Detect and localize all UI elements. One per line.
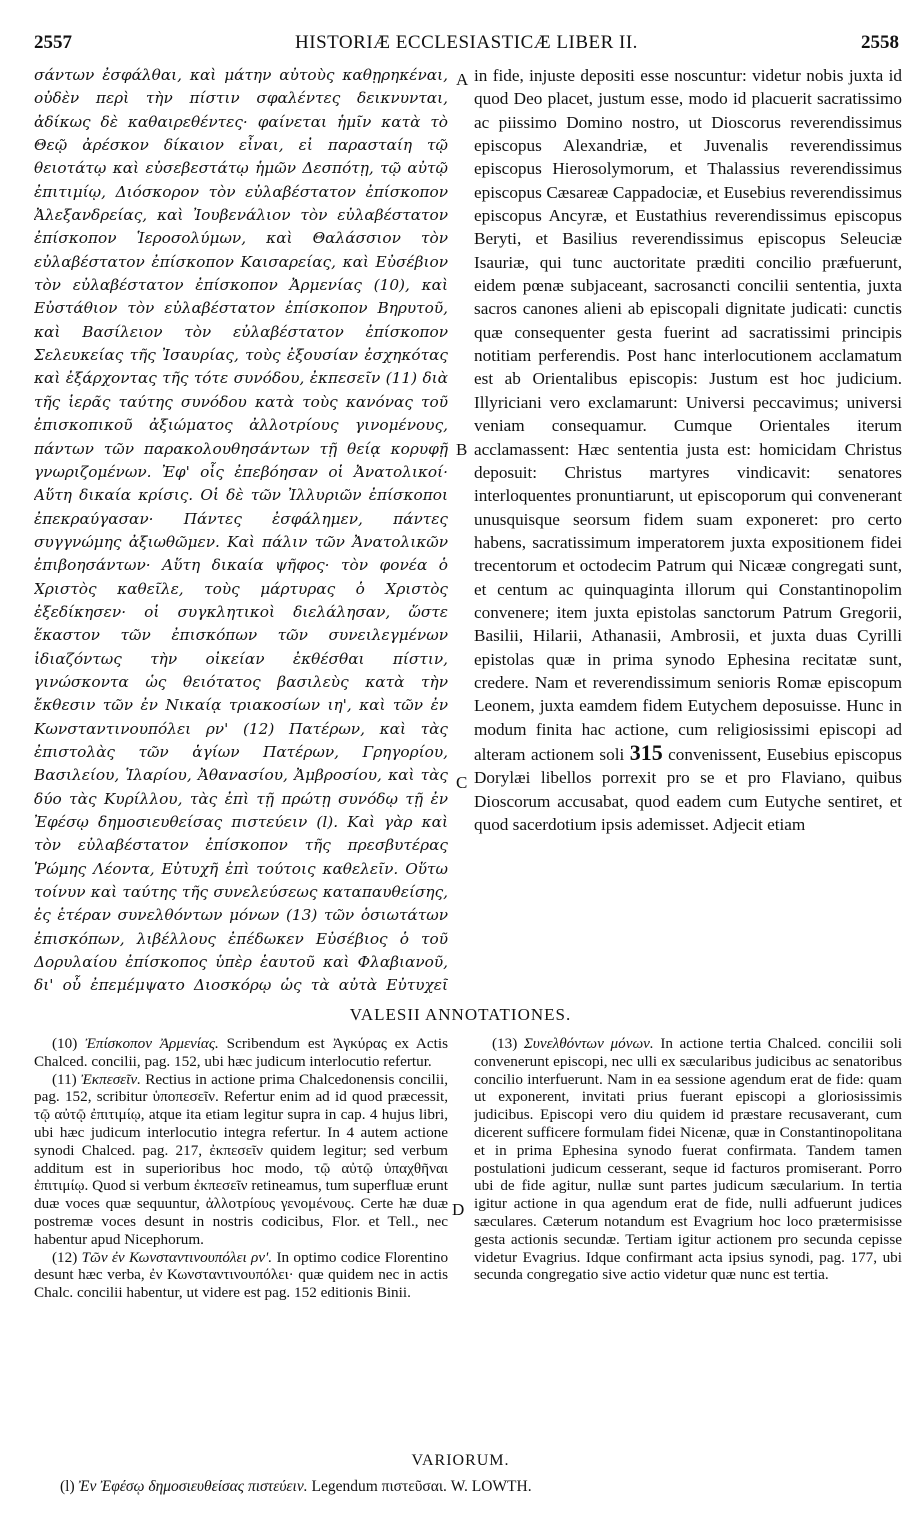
- greek-text-column: [34, 64, 448, 994]
- variorum-number: (l): [60, 1478, 75, 1495]
- latin-text-part2: convenissent, Eusebius episcopus Dorylæi libellos porrexit pro se et pro Flaviano, quibus Dioscorum accusabat, quod eadem cum Eutyche sentiret, et quod sacerdotium ipsis ademisset. Adjecit etiam: [474, 744, 902, 834]
- annotation-text: In optimo codice Florentino desunt hæc verba, ἐν Κωνσταντινουπόλει· quæ quidem nec in actis Chalc. concilii habentur, ut videre est pag. 152 editionis Binii.: [34, 1248, 448, 1302]
- annotation-lemma: Ἐκπεσεῖν.: [81, 1070, 141, 1088]
- annotation-11: [34, 1071, 448, 1249]
- annotation-12: [34, 1249, 448, 1302]
- variorum-text: Legendum πιστεῦσαι. W. LOWTH.: [311, 1478, 532, 1495]
- annotation-text: Rectius in actione prima Chalcedonensis concilii, pag. 152, scribitur ὑποπεσεῖν. Refertur enim ad id quod præcessit, τῷ αὐτῷ ἐπιτιμίῳ, atque ita etiam legitur supra in cap. 4 hujus libri, ubi hæc judicum interlocutio integra refertur. In 4 autem actione synodi Chalced. pag. 217, ἐκπεσεῖν quidem legitur; sed verbum additum est in superioribus hoc modo, τῷ αὐτῷ ὑπαχθῆναι ἐπιτιμίῳ. Quod si verbum ἐκπεσεῖν retineamus, tum superfluæ erunt duæ voces quæ sequuntur, ἀλλοτρίους γενομένους. Certe hæ duæ postremæ voces desunt in nostris codicibus, Flor. et Tell., nec habentur apud Nicephorum.: [34, 1070, 448, 1248]
- page-number-right: 2558: [861, 32, 899, 53]
- annotation-number: (10): [52, 1035, 78, 1052]
- annotation-text: Scribendum est Ἀγκύρας ex Actis Chalced. concilii, pag. 152, ubi hæc judicum interlocutio refertur.: [34, 1035, 448, 1070]
- annotation-number: (12): [52, 1248, 78, 1266]
- annotation-13: [474, 1035, 902, 1284]
- column-number-marker: 315: [629, 739, 663, 765]
- variorum-lemma: Ἐν Ἐφέσῳ δημοσιευθείσας πιστεύειν.: [78, 1478, 308, 1495]
- annotation-number: (11): [52, 1070, 77, 1088]
- latin-text-part1: in fide, injuste depositi esse noscuntur: videtur nobis juxta id quod Deo placet, justum esse, modo id placuerit sacratissimo ac piissimo Domino nostro, ut Dioscorus reverendissimus episcopus Alexandriæ, et Juvenalis reverendissimus episcopus Hierosolymorum, et Thalassius reverendissimus episcopus Cæsareæ Cappadociæ, et Eusebius reverendissimus episcopus Ancyræ, et Eustathius reverendissimus episcopus Beryti, et Basilius reverendissimus episcopus Seleuciæ Isauriæ, qui tunc auctoritate præditi concilio præfuerunt, eidem pœnæ subjaceant, sacrosancti concilii sententia, juxta sacros canones alieni ab episcopali dignitate judicati: cunctis quæ consequenter gesta fuerint ad sacratissimi principis notitiam perferendis. Post hanc interlocutionem acclamatum est ab Orientalibus episcopis: Justum est hoc judicium. Illyriciani vero exclamarunt: Universi peccavimus; universi veniam consequamur. Cumque Orientales iterum acclamassent: Hæc sententia justa est: homicidam Christus deposuit: Christus martyres vindicavit: senatores interloquentes pronuntiarunt, ut episcoporum qui convenerant unusquisque seorsum fidem suam exponeret: pro certo habens, sacratissimum imperatorem juxta expositionem fidei trecentorum et octodecim Patrum qui Nicææ congregati sunt, et centum ac quinquaginta illorum qui Constantinopolim convenere; item juxta epistolas sanctorum Patrum Gregorii, Basilii, Hilarii, Athanasii, Ambrosii, et juxta duas Cyrilli epistolas quæ in prima synodo Ephesina recitatæ sunt, credere. Nam et reverendissimum senioris Romæ episcopum Leonem, juxta eamdem fidem Eutychem deposuisse. Hunc in modum finita hac actione, cum religiosissimi episcopi ad alteram actionem soli: [474, 66, 902, 764]
- variorum-title: VARIORUM.: [411, 1452, 510, 1469]
- annotations-title: VALESII ANNOTATIONES.: [349, 1005, 572, 1024]
- margin-letter-c: C: [456, 773, 468, 792]
- annotation-lemma: Τῶν ἐν Κωνσταντινουπόλει ρν'.: [81, 1248, 273, 1266]
- running-head: [34, 32, 899, 58]
- variorum-note: [60, 1478, 900, 1496]
- annotations-left-column: [34, 1035, 448, 1445]
- latin-text-column: [474, 64, 902, 994]
- annotations-right-column: [474, 1035, 902, 1445]
- page-number-left: 2557: [34, 32, 72, 53]
- annotation-text: In actione tertia Chalced. concilii soli convenerunt episcopi, nec ulli ex sæcularibus judicibus ac senatoribus concilio interfuerunt. Nam in ea sessione agendum erat de fide: quam ut exponerent, invitati prius fuerant episcopi a gloriosissimis judicibus. Episcopi vero diu quidem id præstare recusaverant, cum dicerent sufficere formulam fidei Nicenæ, quæ in Constantinopolitana et in prima Ephesina synodo fuerat confirmata. Tandem tamen postulationi judicum cesserant, seque id facturos promiserant. Porro ubi de fide agitur, nullæ sunt partes judicum sæcularium. In tertia igitur actione in qua agendum erat de fide, nulli adfuerunt judices sæculares. Cæterum notandum est Evagrium hoc loco prætermisisse gesta actionis secundæ. Tertiam igitur actionem pro secunda cepisse videtur Evagrius. Idque confirmant acta ipsius synodi, pag. 177, ubi secunda congregatio sive actio videtur quæ nunc est tertia.: [474, 1035, 902, 1284]
- annotation-10: [34, 1035, 448, 1071]
- latin-text: [474, 64, 902, 836]
- annotation-lemma: Συνελθόντων μόνων.: [523, 1035, 654, 1052]
- greek-text: σάντων ἐσφάλθαι, καὶ μάτην αὐτοὺς καθῃρηκέναι, οὐδὲν περὶ τὴν πίστιν σφαλέντες δεικνυνται, ἀδίκως δὲ καθαιρεθέντες· φαίνεται ἡμῖν κατὰ τὸ Θεῷ ἀρέσκον δίκαιον εἶναι, εἰ παρασταίη τῷ θειοτάτῳ καὶ εὐσεβεστάτῳ ἡμῶν Δεσπότῃ, τῷ αὐτῷ ἐπιτιμίῳ, Διόσκορον τὸν εὐλαβέστατον ἐπίσκοπον Ἀλεξανδρείας, καὶ Ἰουβενάλιον τὸν εὐλαβέστατον ἐπίσκοπον Ἱεροσολύμων, καὶ Θαλάσσιον τὸν εὐλαβέστατον ἐπίσκοπον Καισαρείας, καὶ Εὐσέβιον τὸν εὐλαβέστατον ἐπίσκοπον Ἀρμενίας (10), καὶ Εὐστάθιον τὸν εὐλαβέστατον ἐπίσκοπον Βηρυτοῦ, καὶ Βασίλειον τὸν εὐλαβέστατον ἐπίσκοπον Σελευκείας τῆς Ἰσαυρίας, τοὺς ἐξουσίαν ἐσχηκότας καὶ ἐξάρχοντας τῆς τότε συνόδου, ἐκπεσεῖν (11) διὰ τῆς ἱερᾶς ταύτης συνόδου κατὰ τοὺς κανόνας τοῦ ἐπισκοπικοῦ ἀξιώματος ἀλλοτρίους γινομένους, πάντων τῶν παρακολουθησάντων τῇ θείᾳ κορυφῇ γνωριζομένων. Ἐφ' οἷς ἐπεβόησαν οἱ Ἀνατολικοί· Αὕτη δικαία κρίσις. Οἱ δὲ τῶν Ἰλλυριῶν ἐπίσκοποι ἐπεκραύγασαν· Πάντες ἐσφάλημεν, πάντες συγγνώμης ἀξιωθῶμεν. Καὶ πάλιν τῶν Ἀνατολικῶν ἐπιβοησάντων· Αὕτη δικαία ψῆφος· τὸν φονέα ὁ Χριστὸς καθεῖλε, τοὺς μάρτυρας ὁ Χριστὸς ἐξεδίκησεν· οἱ συγκλητικοὶ διελάλησαν, ὥστε ἕκαστον τῶν ἐπισκόπων τῶν συνειλεγμένων ἰδιαζόντως τὴν οἰκείαν ἐκθέσθαι πίστιν, γινώσκοντα ὡς θειότατος βασιλεὺς κατὰ τὴν ἔκθεσιν τῶν ἐν Νικαίᾳ τριακοσίων ιη', καὶ τῶν ἐν Κωνσταντινουπόλει ρν' (12) Πατέρων, καὶ τὰς ἐπιστολὰς τῶν ἁγίων Πατέρων, Γρηγορίου, Βασιλείου, Ἱλαρίου, Ἀθανασίου, Ἀμβροσίου, καὶ τὰς δύο τὰς Κυρίλλου, τὰς ἐπὶ τῇ πρώτῃ συνόδῳ τῇ ἐν Ἐφέσῳ δημοσιευθείσας πιστεύειν (l). Καὶ γὰρ καὶ τὸν εὐλαβέστατον ἐπίσκοπον τῆς πρεσβυτέρας Ῥώμης Λέοντα, Εὐτυχῆ ἐπὶ τούτοις καθελεῖν. Οὕτω τοίνυν καὶ ταύτης τῆς συνελεύσεως καταπαυθείσης, ἐς ἑτέραν συνελθόντων μόνων (13) τῶν ὁσιωτάτων ἐπισκόπων, λιβέλλους ἐπέδωκεν Εὐσέβιος ὁ τοῦ Δορυλαίου ἐπίσκοπος ὑπὲρ ἑαυτοῦ καὶ Φλαβιανοῦ, δι' οὗ ἐπεμέμψατο Διοσκόρῳ ὡς τὰ αὐτὰ Εὐτυχεῖ: [34, 66, 448, 994]
- margin-letter-a: A: [456, 70, 469, 89]
- annotation-number: (13): [492, 1035, 518, 1052]
- running-title: HISTORIÆ ECCLESIASTICÆ LIBER II.: [295, 32, 638, 53]
- margin-letter-d: D: [452, 1200, 465, 1219]
- annotation-lemma: Ἐπίσκοπον Ἀρμενίας.: [85, 1035, 219, 1052]
- margin-letter-b: B: [456, 440, 468, 459]
